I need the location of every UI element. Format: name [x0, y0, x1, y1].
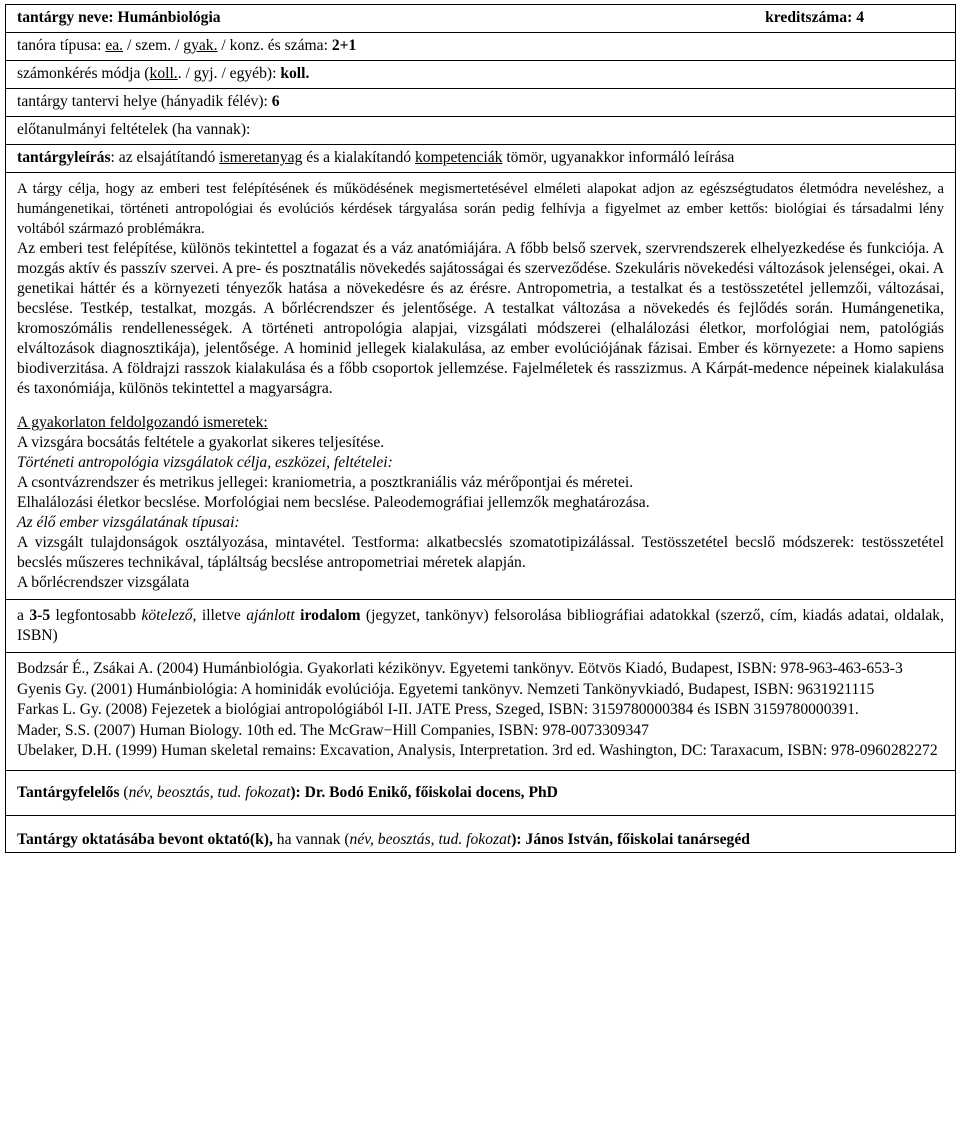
- class-type-label: tanóra típusa:: [17, 37, 106, 54]
- practice-condition: A vizsgára bocsátás feltétele a gyakorlat sikeres teljesítése.: [17, 434, 385, 451]
- description-header-t3: tömör, ugyanakkor informáló leírása: [502, 149, 735, 166]
- curriculum-value: 6: [271, 93, 280, 110]
- course-topics: Az emberi test felépítése, különös tekintettel a fogazat és a váz anatómiájára. A főbb belső szervek, szervrendszerek elhelyezkedése és funkciója. A mozgás aktív és passzív szervei. A pre- és posztnatális növekedés sajátosságai és szerveződése. Szekuláris növekedési változások jelenségei, okai. A genetikai háttér és a környezeti tényezők hatása a növekedésre és az érésre. Antropometria, a testalkat és a testösszetétel jellemzői, változásai, becslése. Testkép, testalkat, mozgás. A bőrlécrendszer és jelentősége. A testalkat változása a növekedés és fejlődés során. Humángenetika, kromoszómális rendellenességek. A történeti antropológia alapjai, vizsgálati módszerei (elhalálozási életkor, morfológiai nem, patológiás elváltozások diagnosztikája), jelentősége. A hominid jellegek kialakulása, az ember evolúciójának fázisai. Ember és környezete: a Homo sapiens biodiverzitása. A földrajzi rasszok kialakulása és a főbb csoportok jellemzése. Fajelméletek és rasszizmus. A Kárpát-medence népeinek kialakulása és taxonómiája, különös tekintettel a magyarságra.: [17, 240, 944, 397]
- responsible-label: Tantárgyfelelős: [17, 783, 120, 801]
- historical-anthropology-line-1: A csontvázrendszer és metrikus jellegei: kraniometria, a posztkraniális váz mérőpontjai és méretei.: [17, 474, 634, 491]
- responsible-t1: (: [119, 783, 129, 801]
- living-human-line-1: A vizsgált tulajdonságok osztályozása, mintavétel. Testforma: alkatbecslés szomatotipizálással. Testösszetétel becslő módszerek: testösszetétel becslés műszeres technikával, tápláltság becslése antropometriai méretek alapján.: [17, 534, 944, 571]
- responsible-hint: név, beosztás, tud. fokozat: [128, 783, 291, 801]
- responsible-t2: ):: [290, 783, 305, 801]
- class-count: 2+1: [331, 37, 357, 54]
- instructor-row: [5, 816, 956, 853]
- course-name-value: Humánbiológia: [117, 9, 221, 26]
- reference-item: Mader, S.S. (2007) Human Biology. 10th ed. The McGraw−Hill Companies, ISBN: 978-0073309347: [17, 721, 649, 739]
- course-aim: A tárgy célja, hogy az emberi test felépítésének és működésének megismertetésével elméleti alapokat adjon az egészségtudatos életmódra neveléshez, a humángenetikai, történeti antropológiai és evolúciós kérdések tárgyalása során pedig felhívja a figyelmet az ember kettős: biológiai és társadalmi lény voltából származó problémákra.: [17, 181, 944, 237]
- literature-header-row: [5, 600, 956, 653]
- course-name: [17, 8, 221, 28]
- description-header-u2: kompetenciák: [414, 149, 503, 166]
- description-header-t1: : az elsajátítandó: [110, 149, 220, 166]
- class-type-row: [5, 33, 956, 61]
- historical-anthropology-title: Történeti antropológia vizsgálatok célja, eszközei, feltételei:: [17, 454, 393, 471]
- class-type-ea: ea.: [105, 37, 124, 54]
- living-human-title: Az élő ember vizsgálatának típusai:: [17, 514, 240, 531]
- class-type-sep1: / szem. /: [123, 37, 184, 54]
- assessment-label: számonkérés módja (: [17, 65, 150, 82]
- assessment-row: [5, 61, 956, 89]
- class-type-gyak: gyak.: [183, 37, 218, 54]
- literature-recommended: ajánlott: [246, 607, 295, 624]
- literature-word: irodalom: [300, 607, 361, 624]
- description-header-row: [5, 145, 956, 173]
- description-header-u1: ismeretanyag: [219, 149, 303, 166]
- instructor-name: János István, főiskolai tanársegéd: [525, 830, 750, 848]
- literature-header-t1: a: [17, 607, 30, 624]
- living-human-line-2: A bőrlécrendszer vizsgálata: [17, 574, 190, 591]
- credits-label: kreditszáma:: [765, 9, 857, 26]
- credits: [765, 8, 944, 28]
- assessment-value: koll.: [280, 65, 310, 82]
- curriculum-label: tantárgy tantervi helye (hányadik félév):: [17, 93, 272, 110]
- assessment-koll: koll.: [149, 65, 178, 82]
- literature-count: 3-5: [29, 607, 51, 624]
- reference-item: Farkas L. Gy. (2008) Fejezetek a biológiai antropológiából I-II. JATE Press, Szeged, ISBN: 3159780000384 és ISBN 3159780000391.: [17, 701, 859, 718]
- historical-anthropology-line-2: Elhalálozási életkor becslése. Morfológiai nem becslése. Paleodemográfiai jellemzők meghatározása.: [17, 494, 650, 511]
- reference-item: Gyenis Gy. (2001) Humánbiológia: A hominidák evolúciója. Egyetemi tankönyv. Nemzeti Tankönyvkiadó, Budapest, ISBN: 9631921115: [17, 680, 875, 698]
- practice-title-text: A gyakorlaton feldolgozandó ismeretek:: [17, 414, 268, 431]
- course-name-label: tantárgy neve:: [17, 9, 118, 26]
- description-header-bold: tantárgyleírás: [17, 149, 111, 166]
- responsible-row: [5, 771, 956, 816]
- literature-header-t2: legfontosabb: [50, 607, 142, 624]
- references-row: [5, 653, 956, 771]
- literature-header-t3: illetve: [196, 607, 247, 624]
- course-name-row: [5, 4, 956, 33]
- instructor-hint: név, beosztás, tud. fokozat: [349, 830, 512, 848]
- prereq-row: [5, 117, 956, 145]
- literature-header-t5: (jegyzet, tankönyv) felsorolása bibliográfiai adatokkal (szerző, cím, kiadás adatai, oldalak, ISBN): [17, 607, 944, 644]
- credits-value: 4: [856, 9, 864, 26]
- responsible-name: Dr. Bodó Enikő, főiskolai docens, PhD: [304, 783, 558, 801]
- instructor-label: Tantárgy oktatásába bevont oktató(k),: [17, 830, 273, 848]
- class-type-sep2: / konz. és száma:: [217, 37, 332, 54]
- prereq-label: előtanulmányi feltételek (ha vannak):: [17, 121, 251, 138]
- reference-item: Bodzsár É., Zsákai A. (2004) Humánbiológia. Gyakorlati kézikönyv. Egyetemi tankönyv. Eötvös Kiadó, Budapest, ISBN: 978-963-463-653-3: [17, 660, 903, 677]
- course-form: [5, 4, 956, 853]
- reference-item: Ubelaker, D.H. (1999) Human skeletal remains: Excavation, Analysis, Interpretation. 3rd ed. Washington, DC: Taraxacum, ISBN: 978-0960282272: [17, 742, 938, 759]
- curriculum-row: [5, 89, 956, 117]
- description-row: [5, 173, 956, 600]
- description-header-t2: és a kialakítandó: [302, 149, 415, 166]
- practice-title: [17, 413, 944, 433]
- literature-mandatory: kötelező,: [141, 607, 197, 624]
- assessment-rest: . / gyj. / egyéb):: [177, 65, 281, 82]
- instructor-t2: ):: [511, 830, 526, 848]
- instructor-t1: ha vannak (: [272, 830, 350, 848]
